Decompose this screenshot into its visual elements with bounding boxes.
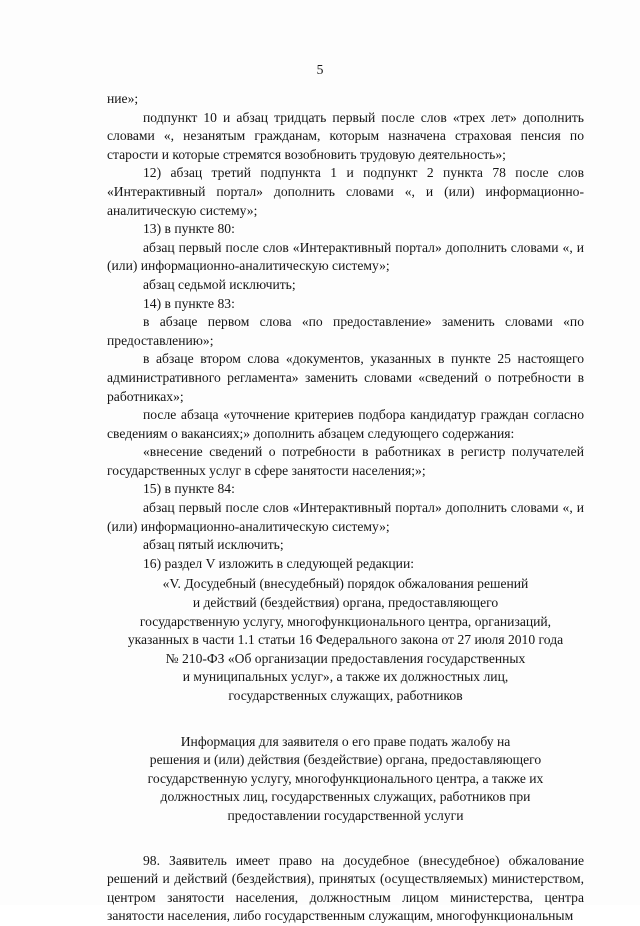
amendment-paragraph: 16) раздел V изложить в следующей редакции: (143, 555, 415, 571)
page-number: 5 (316, 62, 324, 77)
amendment-paragraph: 13) в пункте 80: (143, 221, 235, 237)
amendment-list (107, 90, 584, 573)
section-v-heading: «V. Досудебный (внесудебный) порядок обжалования решений и действий (бездействия) органа, предоставляющего государственную услугу, многофункционального центра, организаций, указанных в части 1.1 статьи 16 Федерального закона от 27 июля 2010 года № 210-ФЗ «Об организации предоставления государственных и муниципальных услуг», а также их должностных лиц, государственных служащих, работников (127, 576, 564, 703)
paragraph-98: 98. Заявитель имеет право на досудебное (внесудебное) обжалование решений и действий (бездействия), принятых (осуществляемых) министерством, центром занятости населения, должностным лицом министерства, центра занятости населения, либо государственным служащим, многофункциональным (107, 852, 584, 924)
amendment-paragraph: в абзаце первом слова «по предоставление» заменить словами «по предоставлению»; (107, 314, 584, 348)
amendment-paragraph: абзац седьмой исключить; (143, 276, 296, 292)
amendment-paragraph: «внесение сведений о потребности в работниках в регистр получателей государственных услуг в сфере занятости населения;»; (107, 444, 584, 478)
document-body (107, 90, 584, 926)
amendment-paragraph: абзац пятый исключить; (143, 537, 284, 553)
amendment-paragraph: 12) абзац третий подпункта 1 и подпункт 2 пункта 78 после слов «Интерактивный портал» дополнить словами «, и (или) информационно-аналитическую систему»; (107, 165, 584, 218)
amendment-paragraph: ние»; (107, 91, 139, 106)
amendment-paragraph: в абзаце втором слова «документов, указанных в пункте 25 настоящего административного регламента» заменить словами «сведений о потребности в работниках»; (107, 351, 584, 404)
amendment-paragraph: подпункт 10 и абзац тридцать первый после слов «трех лет» дополнить словами «, незанятым гражданам, которым назначена страховая пенсия по старости и которые стремятся возобновить трудовую деятельность»; (107, 109, 584, 162)
amendment-paragraph: 14) в пункте 83: (143, 295, 235, 311)
amendment-paragraph: абзац первый после слов «Интерактивный портал» дополнить словами «, и (или) информационно-аналитическую систему»; (107, 239, 584, 274)
complaint-info-heading: Информация для заявителя о его праве подать жалобу на решения и (или) действия (бездействие) органа, предоставляющего государственную услугу, многофункционального центра, а также их должностных лиц, государственных служащих, работников при предоставлении государственной услуги (147, 733, 544, 823)
amendment-paragraph: абзац первый после слов «Интерактивный портал» дополнить словами «, и (или) информационно-аналитическую систему»; (107, 500, 584, 534)
amendment-paragraph: после абзаца «уточнение критериев подбора кандидатур граждан согласно сведениям о вакансиях;» дополнить абзацем следующего содержания: (107, 407, 584, 441)
amendment-paragraph: 15) в пункте 84: (143, 481, 235, 497)
